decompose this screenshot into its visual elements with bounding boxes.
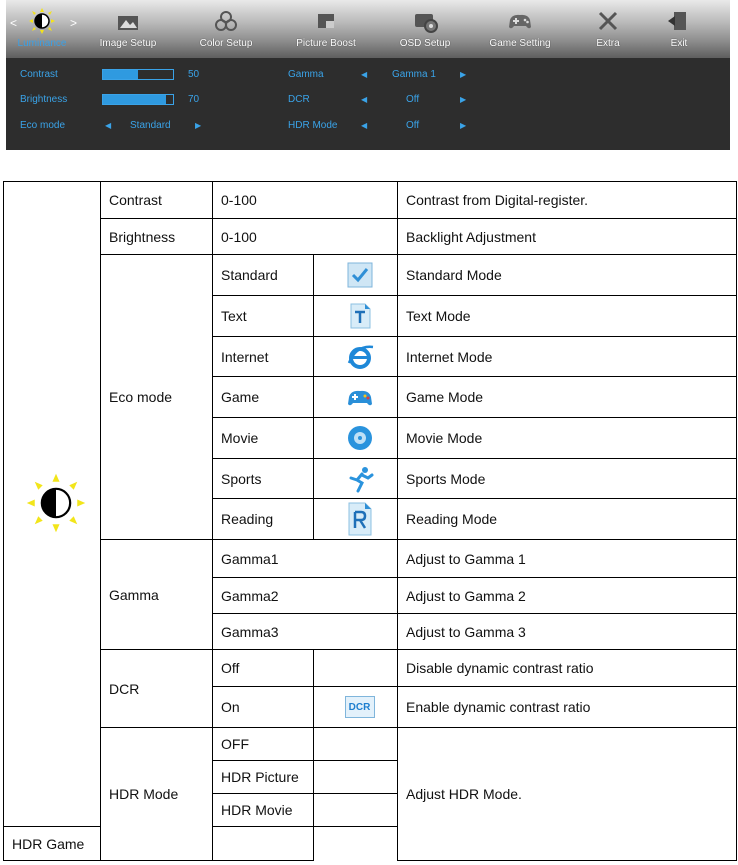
- eco-option-label: Standard: [213, 255, 314, 296]
- tab-label: Color Setup: [199, 38, 253, 49]
- tab-exit[interactable]: [648, 0, 710, 58]
- tab-left-arrow[interactable]: <: [10, 16, 18, 30]
- dcr-option-icon-cell: [314, 687, 398, 728]
- brightness-value: 70: [188, 94, 200, 105]
- hdr-option-icon-cell: [314, 761, 398, 794]
- tab-label: Extra: [596, 38, 620, 49]
- gamma-value: Gamma 1: [392, 69, 436, 80]
- sun-contrast-icon: [25, 472, 87, 534]
- eco-mode-value: Standard: [130, 120, 171, 131]
- eco-option-desc: Reading Mode: [398, 499, 737, 540]
- hdr-mode-value: Off: [406, 120, 420, 131]
- table-row: [4, 650, 737, 687]
- gamma-label: Gamma: [288, 69, 324, 80]
- dcr-option-icon-cell: [314, 650, 398, 687]
- eco-mode-label: Eco mode: [20, 120, 66, 131]
- eco-option-label: Sports: [213, 459, 314, 499]
- eco-option-label: Text: [213, 296, 314, 337]
- contrast-range: 0-100: [213, 182, 398, 219]
- eco-option-label: Game: [213, 377, 314, 418]
- gamma-setting[interactable]: [288, 68, 488, 82]
- gamepad-icon: [504, 8, 536, 34]
- tab-picture-boost[interactable]: [274, 0, 378, 58]
- contrast-desc: Contrast from Digital-register.: [398, 182, 737, 219]
- disc-icon: [346, 424, 374, 452]
- eco-option-icon-cell: [314, 337, 398, 377]
- tab-label: Picture Boost: [296, 38, 356, 49]
- tab-image-setup[interactable]: [78, 0, 178, 58]
- checkmark-icon: [346, 261, 374, 289]
- contrast-value: 50: [188, 69, 200, 80]
- eco-option-desc: Internet Mode: [398, 337, 737, 377]
- dcr-icon-text: DCR: [348, 702, 371, 713]
- dcr-label: DCR: [288, 94, 310, 105]
- tab-game-setting[interactable]: [472, 0, 568, 58]
- contrast-slider[interactable]: [102, 69, 174, 80]
- eco-option-icon-cell: [314, 499, 398, 540]
- sun-contrast-icon: [26, 8, 58, 34]
- table-row: [4, 255, 737, 296]
- osd-menu: [6, 0, 730, 150]
- gamma-name: Gamma: [101, 540, 213, 650]
- table-row: [4, 728, 737, 761]
- tab-luminance[interactable]: [6, 0, 78, 58]
- contrast-name: Contrast: [101, 182, 213, 219]
- dcr-icon: [345, 696, 375, 718]
- dcr-value: Off: [406, 94, 420, 105]
- tab-label: Game Setting: [489, 38, 551, 49]
- gamma-option-desc: Adjust to Gamma 3: [398, 614, 737, 650]
- eco-option-label: Reading: [213, 499, 314, 540]
- tab-extra[interactable]: [568, 0, 648, 58]
- eco-option-desc: Movie Mode: [398, 418, 737, 459]
- hdr-option-icon-cell: [213, 827, 314, 861]
- hdr-option-icon-cell: [314, 728, 398, 761]
- hdr-option-label: HDR Game: [4, 827, 101, 861]
- hdr-mode-desc: Adjust HDR Mode.: [398, 728, 737, 861]
- dcr-prev-arrow[interactable]: ◀: [361, 95, 368, 104]
- hdr-mode-name: HDR Mode: [101, 728, 213, 861]
- reading-document-icon: [346, 501, 374, 537]
- gamma-option-label: Gamma1: [213, 540, 398, 578]
- eco-prev-arrow[interactable]: ◀: [105, 121, 112, 130]
- hdr-next-arrow[interactable]: ▶: [460, 121, 467, 130]
- dcr-name: DCR: [101, 650, 213, 728]
- dcr-option-desc: Enable dynamic contrast ratio: [398, 687, 737, 728]
- tab-osd-setup[interactable]: [378, 0, 472, 58]
- color-setup-icon: [210, 8, 242, 34]
- hdr-prev-arrow[interactable]: ◀: [361, 121, 368, 130]
- osd-settings-panel: [6, 58, 730, 150]
- internet-explorer-icon: [346, 343, 374, 371]
- dcr-next-arrow[interactable]: ▶: [460, 95, 467, 104]
- gamma-option-desc: Adjust to Gamma 2: [398, 578, 737, 614]
- table-row: [4, 182, 737, 219]
- eco-option-icon-cell: [314, 377, 398, 418]
- text-document-icon: [346, 302, 374, 330]
- hdr-mode-setting[interactable]: [288, 119, 488, 133]
- eco-option-desc: Standard Mode: [398, 255, 737, 296]
- brightness-setting[interactable]: [20, 93, 320, 107]
- tab-color-setup[interactable]: [178, 0, 274, 58]
- hdr-option-label: HDR Picture: [213, 761, 314, 794]
- brightness-slider[interactable]: [102, 94, 174, 105]
- extra-tools-icon: [592, 8, 624, 34]
- gamma-option-desc: Adjust to Gamma 1: [398, 540, 737, 578]
- table-row: [4, 540, 737, 578]
- eco-option-desc: Game Mode: [398, 377, 737, 418]
- tab-right-arrow[interactable]: >: [70, 16, 78, 30]
- gamma-prev-arrow[interactable]: ◀: [361, 70, 368, 79]
- tab-label: Luminance: [17, 38, 67, 49]
- tab-label: Exit: [670, 38, 688, 49]
- hdr-option-icon-cell: [314, 794, 398, 827]
- section-icon-cell: [4, 182, 101, 827]
- gamepad-icon: [346, 383, 374, 411]
- eco-option-icon-cell: [314, 418, 398, 459]
- eco-option-icon-cell: [314, 459, 398, 499]
- luminance-spec-table: [3, 181, 737, 861]
- dcr-option-label: Off: [213, 650, 314, 687]
- osd-tab-bar: [6, 0, 730, 58]
- eco-option-icon-cell: [314, 296, 398, 337]
- eco-mode-setting[interactable]: [20, 119, 320, 133]
- hdr-option-label: OFF: [213, 728, 314, 761]
- eco-option-label: Internet: [213, 337, 314, 377]
- gamma-option-label: Gamma3: [213, 614, 398, 650]
- eco-option-desc: Text Mode: [398, 296, 737, 337]
- table-row: [4, 219, 737, 255]
- brightness-desc: Backlight Adjustment: [398, 219, 737, 255]
- dcr-option-label: On: [213, 687, 314, 728]
- brightness-range: 0-100: [213, 219, 398, 255]
- brightness-label: Brightness: [20, 94, 68, 105]
- runner-icon: [346, 465, 374, 493]
- hdr-option-label: HDR Movie: [213, 794, 314, 827]
- contrast-label: Contrast: [20, 69, 58, 80]
- picture-boost-icon: [310, 8, 342, 34]
- dcr-setting[interactable]: [288, 93, 488, 107]
- tab-label: OSD Setup: [399, 38, 451, 49]
- brightness-name: Brightness: [101, 219, 213, 255]
- eco-next-arrow[interactable]: ▶: [195, 121, 202, 130]
- eco-option-label: Movie: [213, 418, 314, 459]
- eco-option-desc: Sports Mode: [398, 459, 737, 499]
- eco-option-icon-cell: [314, 255, 398, 296]
- gamma-option-label: Gamma2: [213, 578, 398, 614]
- image-setup-icon: [112, 8, 144, 34]
- osd-setup-icon: [409, 8, 441, 34]
- exit-icon: [663, 8, 695, 34]
- contrast-setting[interactable]: [20, 68, 320, 82]
- gamma-next-arrow[interactable]: ▶: [460, 70, 467, 79]
- hdr-mode-label: HDR Mode: [288, 120, 338, 131]
- tab-label: Image Setup: [99, 38, 157, 49]
- dcr-option-desc: Disable dynamic contrast ratio: [398, 650, 737, 687]
- eco-mode-name: Eco mode: [101, 255, 213, 540]
